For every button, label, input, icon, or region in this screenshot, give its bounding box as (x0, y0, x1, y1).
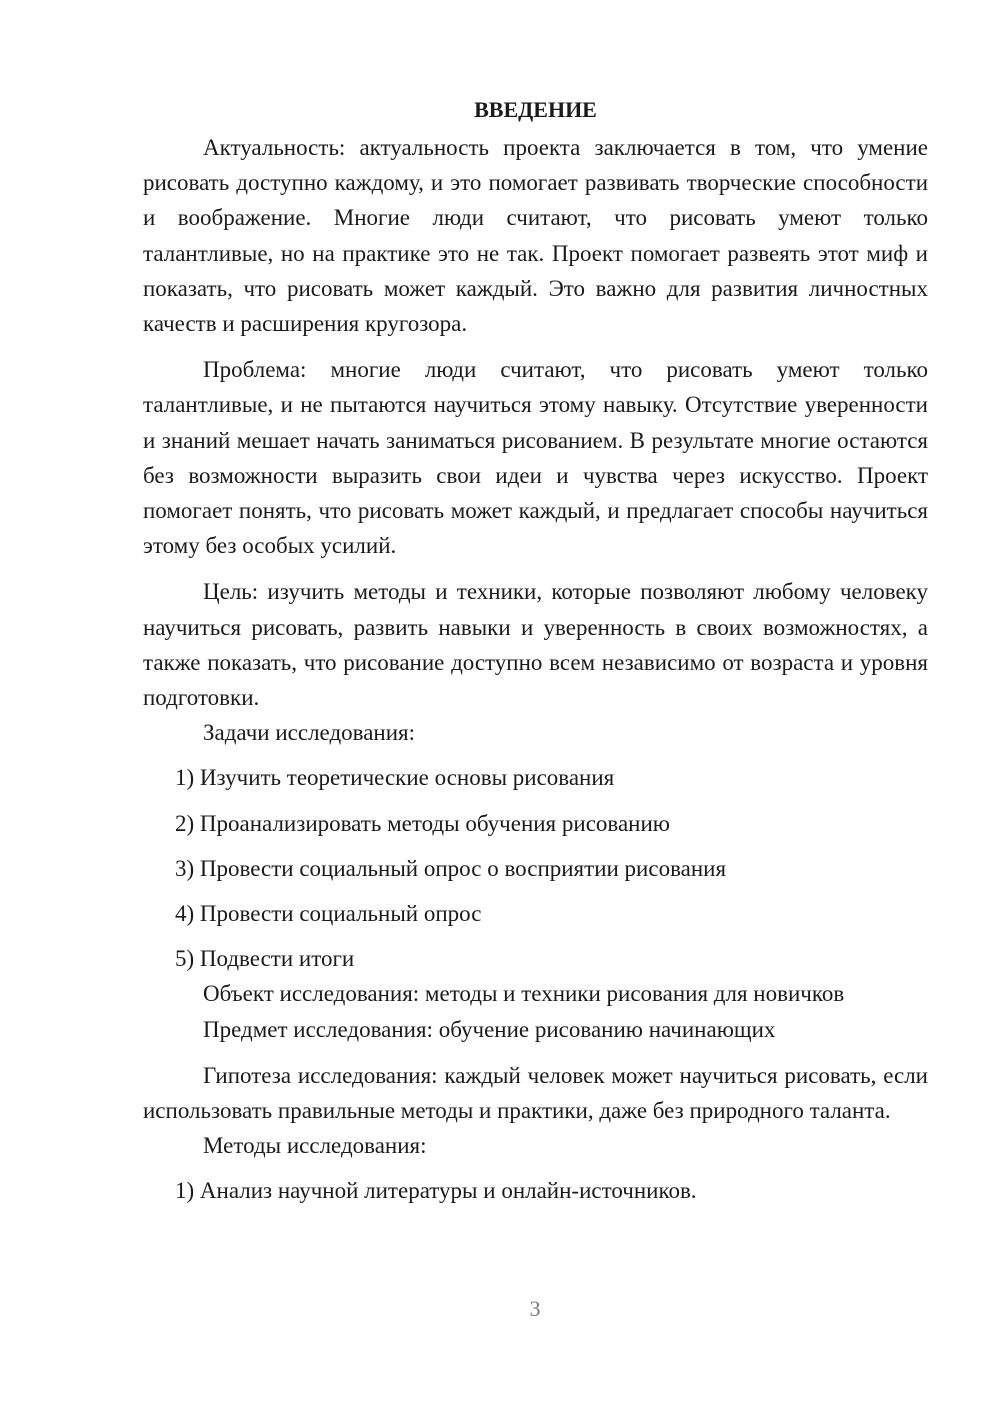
methods-list (143, 1173, 928, 1208)
problem-paragraph: Проблема: многие люди считают, что рисовать умеют только талантливые, и не пытаются научиться этому навыку. Отсутствие уверенности и знаний мешает начать заниматься рисованием. В результате многие остаются без возможности выразить свои идеи и чувства через искусство. Проект помогает понять, что рисовать может каждый, и предлагает способы научиться этому без особых усилий. (143, 357, 928, 559)
list-item: 1) Изучить теоретические основы рисования (175, 765, 615, 791)
relevance-paragraph: Актуальность: актуальность проекта заключается в том, что умение рисовать доступно каждому, и это помогает развивать творческие способности и воображение. Многие люди считают, что рисовать умеют только талантливые, но на практике это не так. Проект помогает развеять этот миф и показать, что рисовать может каждый. Это важно для развития личностных качеств и расширения кругозора. (143, 135, 928, 337)
goal-paragraph: Цель: изучить методы и техники, которые позволяют любому человеку научиться рисовать, развить навыки и уверенность в своих возможностях, а также показать, что рисование доступно всем независимо от возраста и уровня подготовки. (143, 579, 928, 711)
list-item: 5) Подвести итоги (175, 946, 355, 972)
tasks-list (143, 760, 928, 976)
list-item: 4) Провести социальный опрос (175, 901, 482, 927)
hypothesis-paragraph: Гипотеза исследования: каждый человек может научиться рисовать, если использовать правильные методы и практики, даже без природного таланта. (143, 1062, 928, 1124)
section-title: ВВЕДЕНИЕ (474, 97, 597, 122)
list-item: 2) Проанализировать методы обучения рисованию (175, 810, 670, 836)
document-page (143, 95, 928, 1209)
object-line: Объект исследования: методы и техники рисования для новичков (203, 981, 845, 1007)
list-item: 3) Провести социальный опрос о восприятии рисования (175, 855, 727, 881)
page-number: 3 (529, 1296, 541, 1321)
subject-line: Предмет исследования: обучение рисованию начинающих (203, 1016, 776, 1042)
tasks-heading: Задачи исследования: (203, 720, 416, 746)
methods-heading: Методы исследования: (203, 1133, 427, 1159)
list-item: 1) Анализ научной литературы и онлайн-источников. (175, 1178, 697, 1204)
